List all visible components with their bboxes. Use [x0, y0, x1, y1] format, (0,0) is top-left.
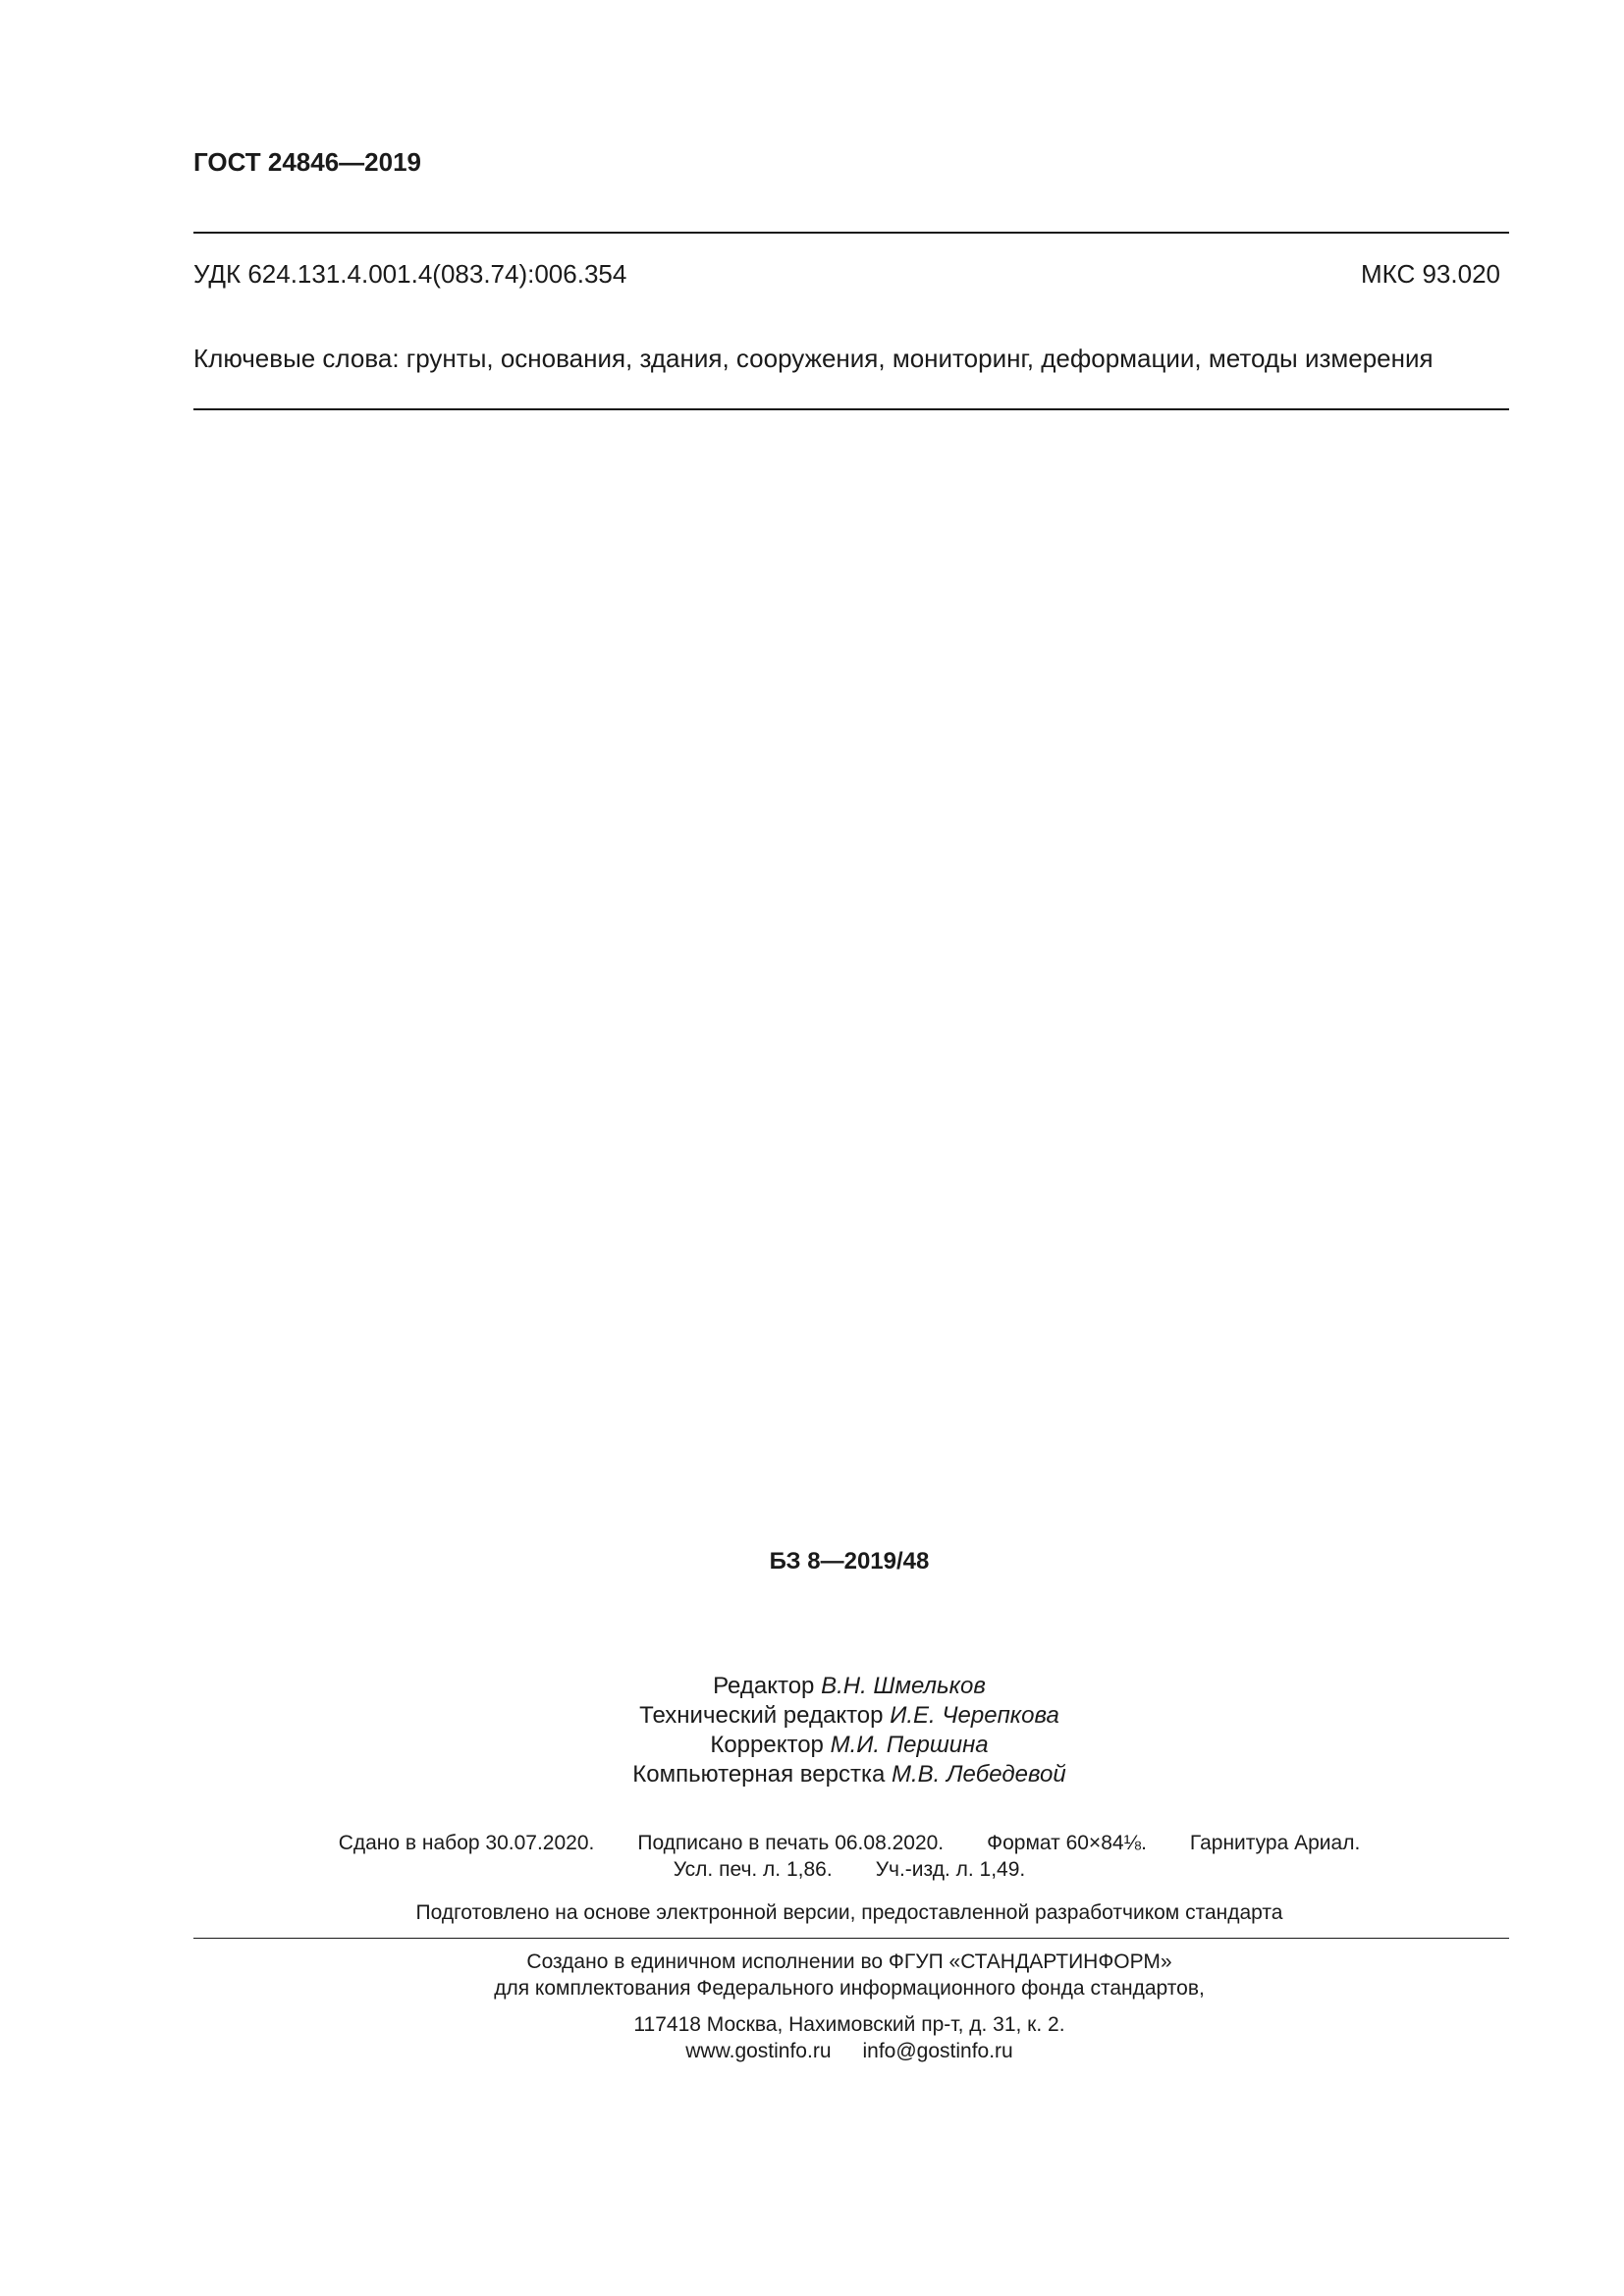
credit-editor [0, 1672, 1624, 1701]
print-info-row-2 [0, 1856, 1624, 1883]
keywords-line: Ключевые слова: грунты, основания, здания, сооружения, мониторинг, деформации, методы измерения [193, 344, 1434, 373]
credit-corrector [0, 1731, 1624, 1760]
top-divider [193, 232, 1509, 234]
udk-code: УДК 624.131.4.001.4(083.74):006.354 [193, 259, 627, 289]
publisher-address: 117418 Москва, Нахимовский пр-т, д. 31, к. 2. [633, 2013, 1065, 2036]
prepared-note: Подготовлено на основе электронной версии, предоставленной разработчиком стандарта [415, 1901, 1283, 1924]
standard-header: ГОСТ 24846—2019 [193, 147, 421, 177]
credits-block [0, 1672, 1624, 1789]
signed-date: Подписано в печать 06.08.2020. [637, 1832, 945, 1854]
typeface: Гарнитура Ариал. [1189, 1832, 1361, 1854]
submitted-date: Сдано в набор 30.07.2020. [338, 1832, 595, 1854]
credit-role: Корректор [710, 1732, 824, 1758]
publisher-footer [0, 1949, 1624, 2064]
credit-tech-editor [0, 1701, 1624, 1731]
pub-sheets: Уч.-изд. л. 1,49. [875, 1858, 1026, 1881]
credit-name: М.И. Першина [830, 1732, 989, 1758]
print-sheets: Усл. печ. л. 1,86. [673, 1858, 833, 1881]
footer-divider [193, 1938, 1509, 1939]
credit-name: М.В. Лебедевой [892, 1761, 1066, 1788]
footer-line-2: для комплектования Федерального информационного фонда стандартов, [494, 1977, 1205, 2000]
print-info-block [0, 1830, 1624, 1883]
website-link[interactable]: www.gostinfo.ru [685, 2040, 832, 2062]
keywords-divider [193, 408, 1509, 410]
paper-format: Формат 60×84⅛. [987, 1832, 1147, 1854]
mks-code: МКС 93.020 [1360, 259, 1500, 289]
credit-name: В.Н. Шмельков [821, 1673, 986, 1699]
footer-contacts [0, 2038, 1624, 2064]
credit-layout [0, 1760, 1624, 1789]
bz-number: БЗ 8—2019/48 [769, 1548, 930, 1575]
footer-line-1: Создано в единичном исполнении во ФГУП «СТАНДАРТИНФОРМ» [526, 1950, 1172, 1973]
email-link[interactable]: info@gostinfo.ru [862, 2040, 1013, 2062]
print-info-row-1 [0, 1830, 1624, 1856]
credit-name: И.Е. Черепкова [890, 1702, 1059, 1729]
credit-role: Технический редактор [639, 1702, 884, 1729]
credit-role: Редактор [713, 1673, 815, 1699]
credit-role: Компьютерная верстка [632, 1761, 886, 1788]
